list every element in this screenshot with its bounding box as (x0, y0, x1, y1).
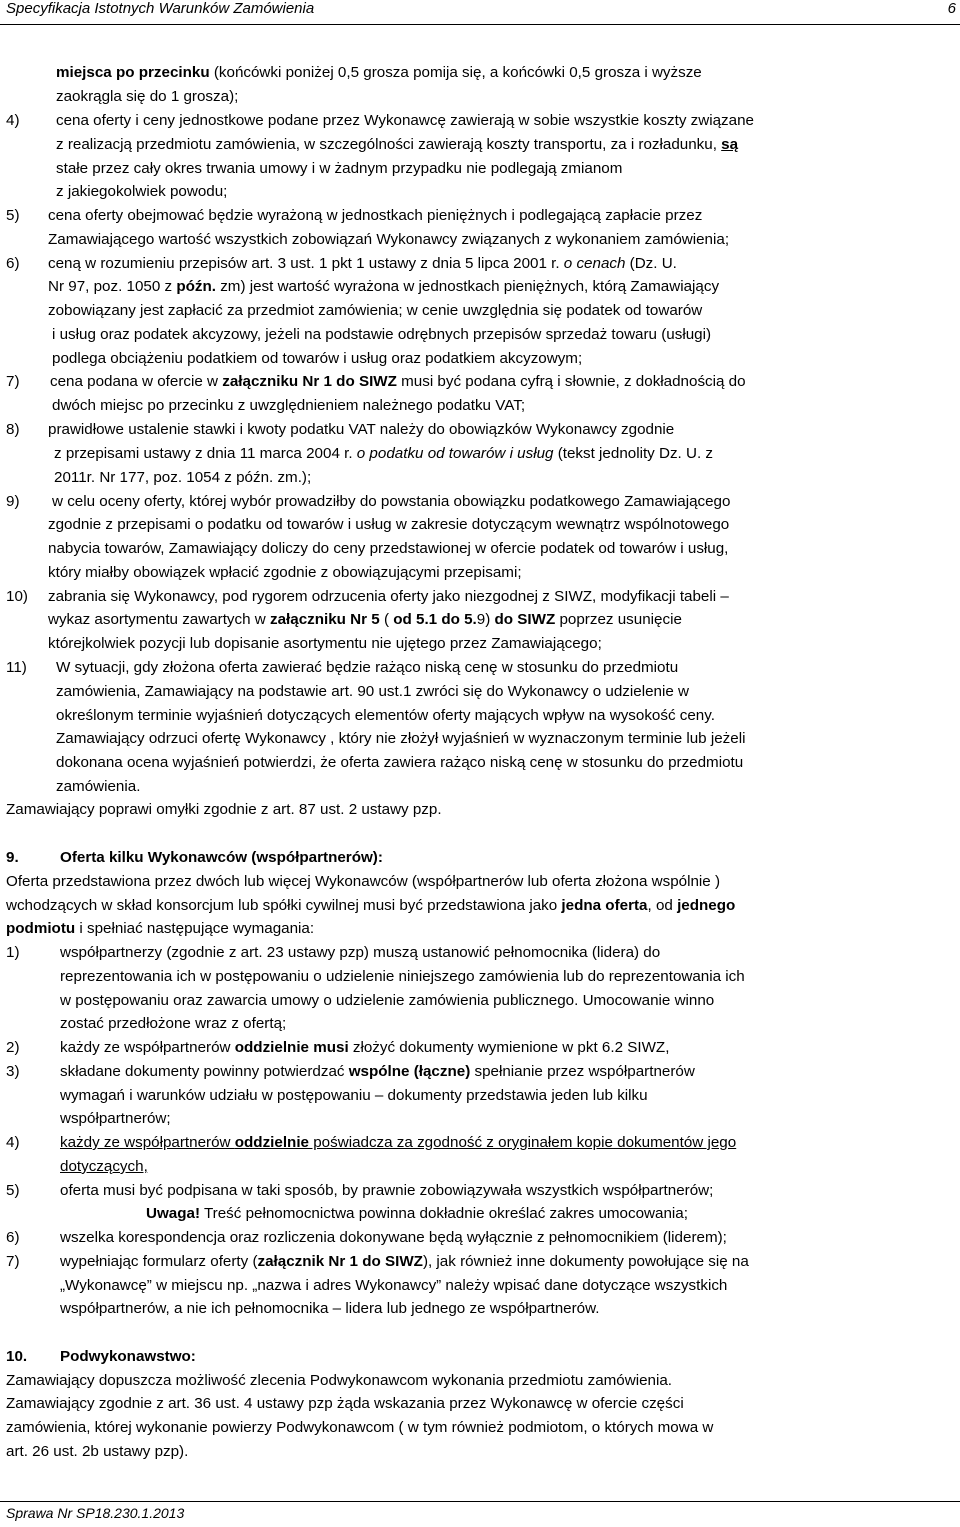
text-line (0, 918, 960, 940)
list-item (0, 110, 960, 132)
list-item (0, 419, 960, 441)
list-item (0, 1132, 960, 1154)
text-line (0, 86, 960, 108)
text-line (0, 776, 960, 798)
text-span: Nr 97, poz. 1050 z (48, 278, 177, 295)
bold-text: załączniku Nr 1 do SIWZ (222, 373, 397, 390)
text-span: i usług oraz podatek akcyzowy, jeżeli na podstawie odrębnych przepisów sprzedaż towaru (usługi) (52, 326, 712, 343)
text-line (0, 62, 960, 84)
text-span: (tekst jednolity Dz. U. z (553, 445, 713, 462)
bold-text: załącznik Nr 1 do SIWZ (257, 1253, 423, 1270)
text-line (0, 705, 960, 727)
text-line (0, 799, 960, 821)
text-span: W sytuacji, gdy złożona oferta zawierać będzie rażąco niską cenę w stosunku do przedmiotu (56, 659, 679, 676)
list-item (0, 205, 960, 227)
text-line (0, 752, 960, 774)
text-span: stałe przez cały okres trwania umowy i w żadnym przypadku nie podlegają zmianom (56, 160, 623, 177)
italic-text: o cenach (563, 255, 626, 272)
bold-text: wspólne (łączne) (348, 1063, 471, 1080)
list-item (0, 253, 960, 275)
text-line (0, 1275, 960, 1297)
text-span: każdy ze współpartnerów (60, 1039, 235, 1056)
list-number: 4) (6, 1134, 20, 1151)
text-line (0, 1156, 960, 1178)
list-number: 9) (6, 493, 20, 510)
text-span: wymagań i warunków udziału w postępowaniu – dokumenty przedstawia jeden lub kilku (60, 1087, 648, 1104)
list-number: 8) (6, 421, 20, 438)
text-span: zobowiązany jest zapłacić za przedmiot zamówienia; w cenie uwzględnia się podatek od towarów (48, 302, 703, 319)
text-line (0, 990, 960, 1012)
text-span: i spełniać następujące wymagania: (75, 920, 315, 937)
text-span: wchodzących w skład konsorcjum lub spółki cywilnej musi być przedstawiona jako (6, 897, 562, 914)
list-item (0, 371, 960, 393)
list-number: 11) (6, 659, 27, 676)
bold-text: oddzielnie musi (234, 1039, 349, 1056)
text-line (0, 158, 960, 180)
text-line (0, 609, 960, 631)
text-span: którejkolwiek pozycji lub dopisanie asortymentu nie ujętego przez Zamawiającego; (48, 635, 602, 652)
text-span: Zamawiający zgodnie z art. 36 ust. 4 ustawy pzp żąda wskazania przez Wykonawcę w ofercie części (6, 1395, 684, 1412)
text-span: Oferta przedstawiona przez dwóch lub więcej Wykonawców (współpartnerów lub oferta złożona wspólnie ) (6, 873, 721, 890)
list-number: 5) (6, 1182, 20, 1199)
text-span: współpartnerzy (zgodnie z art. 23 ustawy pzp) muszą ustanowić pełnomocnika (lidera) do (60, 944, 661, 961)
text-span: ceną w rozumieniu przepisów art. 3 ust. 1 pkt 1 ustawy z dnia 5 lipca 2001 r. (48, 255, 564, 272)
document-footer: Sprawa Nr SP18.230.1.2013 (6, 1505, 185, 1521)
underlined-text: poświadcza za zgodność z oryginałem kopie dokumentów jego (309, 1134, 737, 1151)
text-span: w celu oceny oferty, której wybór prowadziłby do powstania obowiązku podatkowego Zamawiającego (52, 493, 731, 510)
text-line (0, 300, 960, 322)
text-span: złożyć dokumenty wymienione w pkt 6.2 SIWZ, (348, 1039, 670, 1056)
bold-text: późn. (176, 278, 216, 295)
text-line (0, 181, 960, 203)
text-span: poprzez usunięcie (555, 611, 682, 628)
page-number: 6 (947, 0, 956, 17)
text-span: Zamawiający poprawi omyłki zgodnie z art. 87 ust. 2 ustawy pzp. (6, 801, 442, 818)
footer-divider (0, 1501, 960, 1502)
text-line (0, 1393, 960, 1415)
text-span: dwóch miejsc po przecinku z uwzględnieniem należnego podatku VAT; (52, 397, 526, 414)
list-number: 1) (6, 944, 20, 961)
text-line (0, 1108, 960, 1130)
text-line (0, 134, 960, 156)
text-line (0, 538, 960, 560)
section-heading (0, 847, 960, 869)
text-line (0, 562, 960, 584)
text-span: zm) jest wartość wyrażona w jednostkach pieniężnych, którą Zamawiający (215, 278, 720, 295)
text-span: Zamawiający dopuszcza możliwość zlecenia Podwykonawcom wykonania przedmiotu zamówienia. (6, 1372, 673, 1389)
list-number: 4) (6, 112, 20, 129)
text-span: Zamawiający odrzuci ofertę Wykonawcy , który nie złożył wyjaśnień w wyznaczonym terminie lub jeżeli (56, 730, 746, 747)
text-span: cena oferty obejmować będzie wyrażoną w jednostkach pieniężnych i podlegającą zapłacie przez (48, 207, 703, 224)
text-span: składane dokumenty powinny potwierdzać (60, 1063, 349, 1080)
text-span: ( (379, 611, 394, 628)
text-span: z przepisami ustawy z dnia 11 marca 2004 r. (54, 445, 357, 462)
bold-text: jedna oferta (561, 897, 648, 914)
text-span: musi być podana cyfrą i słownie, z dokładnością do (396, 373, 746, 390)
bold-text: jednego (677, 897, 736, 914)
section-number: 10. (6, 1348, 28, 1365)
text-span: cena podana w ofercie w (50, 373, 223, 390)
text-span: współpartnerów, a nie ich pełnomocnika – lidera lub jednego ze współpartnerów. (60, 1300, 600, 1317)
text-line (0, 1370, 960, 1392)
text-span: współpartnerów; (60, 1110, 171, 1127)
text-line (0, 395, 960, 417)
underlined-text: dotyczących, (60, 1158, 148, 1175)
list-number: 3) (6, 1063, 20, 1080)
list-item (0, 942, 960, 964)
list-item (0, 491, 960, 513)
list-number: 6) (6, 1229, 20, 1246)
list-number: 6) (6, 255, 20, 272)
text-span: który miałby obowiązek wpłacić zgodnie z obowiązującymi przepisami; (48, 564, 522, 581)
section-number: 9. (6, 849, 19, 866)
text-span: dokonana ocena wyjaśnień potwierdzi, że oferta zawiera rażąco niską cenę w stosunku do przedmiotu (56, 754, 744, 771)
list-number: 5) (6, 207, 20, 224)
text-span: zamówienia, której wykonanie powierzy Podwykonawcom ( w tym również podmiotom, o których mowa w (6, 1419, 714, 1436)
text-line (0, 728, 960, 750)
text-span: (końcówki poniżej 0,5 grosza pomija się, a końcówki 0,5 grosza i wyższe (209, 64, 702, 81)
section-title: Podwykonawstwo: (60, 1348, 196, 1365)
text-span: podlega obciążeniu podatkiem od towarów i usług oraz podatkiem akcyzowym; (52, 350, 583, 367)
text-line (0, 514, 960, 536)
note-label: Uwaga! (146, 1205, 201, 1222)
text-span: Treść pełnomocnictwa powinna dokładnie określać zakres umocowania; (200, 1205, 688, 1222)
text-span: wszelka korespondencja oraz rozliczenia dokonywane będą wyłącznie z pełnomocnikiem (liderem); (60, 1229, 727, 1246)
emphasis-text: są (721, 136, 739, 153)
text-span: cena oferty i ceny jednostkowe podane przez Wykonawcę zawierają w sobie wszystkie koszty związane (56, 112, 754, 129)
bold-text: od 5.1 do 5. (393, 611, 477, 628)
list-number: 10) (6, 588, 28, 605)
text-span: Zamawiającego wartość wszystkich zobowiązań Wykonawcy związanych z wykonaniem zamówienia; (48, 231, 730, 248)
text-span: nabycia towarów, Zamawiający doliczy do ceny przedstawionej w ofercie podatek od towarów i usług, (48, 540, 729, 557)
list-item (0, 1180, 960, 1202)
text-line (0, 871, 960, 893)
text-span: 2011r. Nr 177, poz. 1054 z późn. zm.); (54, 469, 312, 486)
list-number: 2) (6, 1039, 20, 1056)
text-line (0, 276, 960, 298)
bold-text: do SIWZ (494, 611, 556, 628)
bold-text: podmiotu (6, 920, 76, 937)
section-title: Oferta kilku Wykonawców (współpartnerów): (60, 849, 383, 866)
section-heading (0, 1346, 960, 1368)
bold-text: miejsca po przecinku (56, 64, 210, 81)
list-number: 7) (6, 1253, 20, 1270)
text-line (0, 1441, 960, 1463)
text-span: spełnianie przez współpartnerów (470, 1063, 695, 1080)
text-span: zgodnie z przepisami o podatku od towarów i usług w zakresie dotyczącym wewnątrz wspólnotowego (48, 516, 730, 533)
text-span: zabrania się Wykonawcy, pod rygorem odrzucenia oferty jako niezgodnej z SIWZ, modyfikacji tabeli – (48, 588, 729, 605)
text-line (0, 633, 960, 655)
text-span: 9) (476, 611, 495, 628)
text-span: wypełniając formularz oferty ( (60, 1253, 258, 1270)
text-span: w postępowaniu oraz zawarcia umowy o udzielenie zamówienia publicznego. Umocowanie winno (60, 992, 715, 1009)
text-line (0, 229, 960, 251)
list-number: 7) (6, 373, 20, 390)
text-span: zaokrągla się do 1 grosza); (56, 88, 239, 105)
text-span: (Dz. U. (625, 255, 677, 272)
text-line (0, 348, 960, 370)
text-line (0, 1013, 960, 1035)
bold-text: załączniku Nr 5 (269, 611, 380, 628)
text-span: art. 26 ust. 2b ustawy pzp). (6, 1443, 189, 1460)
list-item (0, 657, 960, 679)
list-item (0, 1061, 960, 1083)
list-item (0, 1227, 960, 1249)
list-item (0, 1037, 960, 1059)
italic-text: o podatku od towarów i usług (356, 445, 554, 462)
text-line (0, 324, 960, 346)
text-span: wykaz asortymentu zawartych w (48, 611, 270, 628)
text-span: ), jak również inne dokumenty powołujące się na (422, 1253, 749, 1270)
list-item (0, 586, 960, 608)
text-line (0, 1298, 960, 1320)
bold-text: oddzielnie (234, 1134, 310, 1151)
list-item (0, 1251, 960, 1273)
text-line (0, 681, 960, 703)
text-line (0, 1417, 960, 1439)
text-span: zamówienia, Zamawiający na podstawie art. 90 ust.1 zwróci się do Wykonawcy o udzielenie w (56, 683, 689, 700)
text-span: zostać przedłożone wraz z ofertą; (60, 1015, 287, 1032)
text-span: z realizacją przedmiotu zamówienia, w szczególności zawierają koszty transportu, za i rozładunku, (56, 136, 722, 153)
text-span: reprezentowania ich w postępowaniu o udzielenie niniejszego zamówienia lub do reprezentowania ich (60, 968, 745, 985)
document-header-title: Specyfikacja Istotnych Warunków Zamówienia (6, 0, 315, 17)
text-span: „Wykonawcę” w miejscu np. „nazwa i adres Wykonawcy” należy wpisać dane dotyczące wszystkich (60, 1277, 728, 1294)
note-line (0, 1203, 960, 1225)
text-line (0, 895, 960, 917)
header-divider (0, 24, 960, 25)
text-span: zamówienia. (56, 778, 141, 795)
text-span: z jakiegokolwiek powodu; (56, 183, 228, 200)
underlined-text: każdy ze współpartnerów (60, 1134, 235, 1151)
text-line (0, 443, 960, 465)
text-span: oferta musi być podpisana w taki sposób, by prawnie zobowiązywała wszystkich współpartnerów; (60, 1182, 714, 1199)
text-line (0, 966, 960, 988)
text-line (0, 1085, 960, 1107)
text-line (0, 467, 960, 489)
text-span: prawidłowe ustalenie stawki i kwoty podatku VAT należy do obowiązków Wykonawcy zgodnie (48, 421, 675, 438)
text-span: , od (647, 897, 678, 914)
text-span: określonym terminie wyjaśnień dotyczących elementów oferty mających wpływ na wysokość ceny. (56, 707, 715, 724)
